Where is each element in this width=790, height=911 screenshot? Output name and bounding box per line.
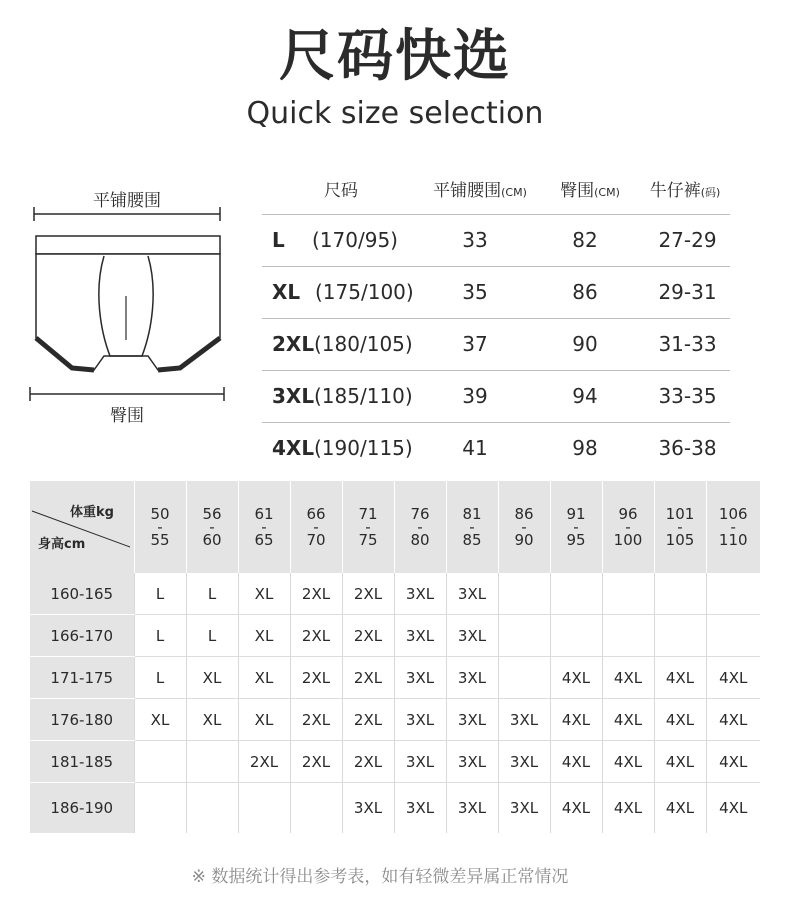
size-cell — [134, 783, 186, 834]
diagonal-divider — [30, 481, 134, 573]
size-name: 4XL — [272, 436, 315, 460]
size-cell — [550, 573, 602, 615]
weight-range: 50 - 55 — [134, 481, 186, 573]
hip-value: 94 — [572, 384, 598, 408]
size-cell: 4XL — [602, 699, 654, 741]
size-cell: L — [134, 615, 186, 657]
size-cell: 4XL — [550, 741, 602, 783]
weight-range: 96 - 100 — [602, 481, 654, 573]
weight-range: 101 - 105 — [654, 481, 706, 573]
height-range: 186-190 — [30, 783, 134, 834]
size-cell: 2XL — [290, 573, 342, 615]
size-spec: (190/115) — [314, 436, 413, 460]
weight-range: 61 - 65 — [238, 481, 290, 573]
hip-label: 臀围 — [110, 406, 144, 426]
height-range: 176-180 — [30, 699, 134, 741]
jeans-value: 27-29 — [658, 228, 717, 252]
height-range: 160-165 — [30, 573, 134, 615]
grid-row — [30, 741, 760, 783]
size-cell: XL — [238, 699, 290, 741]
size-name: 2XL — [272, 332, 315, 356]
grid-row — [30, 657, 760, 699]
size-spec: (185/110) — [314, 384, 413, 408]
hip-value: 82 — [572, 228, 598, 252]
size-cell: 3XL — [446, 657, 498, 699]
brief-diagram — [22, 180, 232, 430]
disclaimer-note: ※ 数据统计得出参考表，如有轻微差异属正常情况 — [191, 867, 569, 887]
jeans-value: 36-38 — [658, 436, 717, 460]
size-cell: XL — [238, 573, 290, 615]
size-cell: 3XL — [446, 573, 498, 615]
size-cell: 4XL — [654, 699, 706, 741]
size-cell: 4XL — [550, 657, 602, 699]
weight-range: 106 - 110 — [706, 481, 760, 573]
waist-value: 35 — [462, 280, 488, 304]
hip-value: 90 — [572, 332, 598, 356]
weight-range: 86 - 90 — [498, 481, 550, 573]
size-cell: 4XL — [602, 657, 654, 699]
size-table-body — [262, 214, 730, 474]
brief-illustration — [22, 180, 232, 430]
size-cell — [654, 615, 706, 657]
size-cell: 2XL — [342, 657, 394, 699]
size-cell: 3XL — [394, 657, 446, 699]
size-cell — [706, 615, 760, 657]
page-subtitle: Quick size selection — [246, 96, 544, 131]
size-table — [262, 160, 730, 474]
grid-row — [30, 783, 760, 834]
weight-range: 71 - 75 — [342, 481, 394, 573]
size-cell: 4XL — [706, 699, 760, 741]
height-range: 181-185 — [30, 741, 134, 783]
size-spec: (180/105) — [314, 332, 413, 356]
header-size: 尺码 — [324, 181, 358, 201]
height-axis-label: 身高cm — [38, 537, 86, 552]
size-cell: 3XL — [446, 741, 498, 783]
height-range: 171-175 — [30, 657, 134, 699]
weight-range: 91 - 95 — [550, 481, 602, 573]
size-cell: 2XL — [342, 615, 394, 657]
size-cell: 3XL — [342, 783, 394, 834]
size-cell: 2XL — [290, 741, 342, 783]
weight-range: 76 - 80 — [394, 481, 446, 573]
size-row — [262, 266, 730, 318]
size-cell: 4XL — [654, 657, 706, 699]
page-title: 尺码快选 — [279, 24, 511, 89]
header-jeans: 牛仔裤(码) — [649, 181, 721, 201]
jeans-value: 29-31 — [658, 280, 717, 304]
size-cell — [290, 783, 342, 834]
header-hip: 臀围(CM) — [560, 181, 620, 201]
size-cell: XL — [238, 615, 290, 657]
weight-range: 56 - 60 — [186, 481, 238, 573]
size-cell: L — [186, 573, 238, 615]
size-cell: 4XL — [706, 741, 760, 783]
size-cell: L — [134, 573, 186, 615]
size-cell — [602, 615, 654, 657]
size-cell — [654, 573, 706, 615]
size-cell: 3XL — [394, 699, 446, 741]
size-name: L — [272, 228, 285, 252]
size-cell — [134, 741, 186, 783]
size-cell — [706, 573, 760, 615]
weight-axis-label: 体重kg — [70, 505, 114, 520]
size-table-header — [262, 160, 730, 214]
height-range: 166-170 — [30, 615, 134, 657]
grid-corner — [30, 481, 134, 573]
jeans-value: 31-33 — [658, 332, 717, 356]
size-cell: 3XL — [446, 783, 498, 834]
size-cell: 3XL — [446, 615, 498, 657]
jeans-value: 33-35 — [658, 384, 717, 408]
waist-value: 39 — [462, 384, 488, 408]
size-cell: 4XL — [654, 783, 706, 834]
size-cell: 4XL — [550, 699, 602, 741]
size-cell: 4XL — [602, 741, 654, 783]
size-cell: 2XL — [342, 699, 394, 741]
hip-value: 86 — [572, 280, 598, 304]
size-cell: L — [134, 657, 186, 699]
size-cell: 2XL — [290, 657, 342, 699]
size-cell — [602, 573, 654, 615]
size-cell: 3XL — [446, 699, 498, 741]
size-cell: XL — [134, 699, 186, 741]
size-cell: XL — [186, 657, 238, 699]
size-grid — [30, 481, 760, 833]
size-cell: 3XL — [394, 615, 446, 657]
waist-value: 37 — [462, 332, 488, 356]
size-cell: 4XL — [706, 657, 760, 699]
size-cell — [186, 741, 238, 783]
size-cell: L — [186, 615, 238, 657]
size-cell — [498, 657, 550, 699]
size-cell: 3XL — [394, 783, 446, 834]
size-cell — [238, 783, 290, 834]
size-row — [262, 422, 730, 474]
size-cell: 3XL — [498, 699, 550, 741]
grid-row — [30, 615, 760, 657]
waist-value: 33 — [462, 228, 488, 252]
size-cell: 4XL — [602, 783, 654, 834]
size-cell: 2XL — [238, 741, 290, 783]
size-row — [262, 370, 730, 422]
size-cell: 3XL — [394, 741, 446, 783]
weight-range: 81 - 85 — [446, 481, 498, 573]
grid-header-row — [30, 481, 760, 573]
size-cell: 3XL — [394, 573, 446, 615]
size-cell: 2XL — [342, 573, 394, 615]
size-row — [262, 214, 730, 266]
size-cell: XL — [238, 657, 290, 699]
weight-range: 66 - 70 — [290, 481, 342, 573]
size-cell — [498, 573, 550, 615]
size-row — [262, 318, 730, 370]
waist-label: 平铺腰围 — [93, 191, 161, 211]
size-spec: (170/95) — [312, 228, 398, 252]
hip-value: 98 — [572, 436, 598, 460]
grid-row — [30, 573, 760, 615]
size-cell: 4XL — [654, 741, 706, 783]
header-waist: 平铺腰围(CM) — [433, 181, 527, 201]
waist-value: 41 — [462, 436, 488, 460]
grid-row — [30, 699, 760, 741]
size-spec: (175/100) — [315, 280, 414, 304]
size-cell — [550, 615, 602, 657]
size-cell: 3XL — [498, 783, 550, 834]
size-cell: XL — [186, 699, 238, 741]
size-cell — [186, 783, 238, 834]
size-cell: 4XL — [550, 783, 602, 834]
size-cell: 2XL — [342, 741, 394, 783]
size-cell — [498, 615, 550, 657]
size-name: XL — [272, 280, 301, 304]
size-cell: 2XL — [290, 699, 342, 741]
size-cell: 4XL — [706, 783, 760, 834]
size-cell: 3XL — [498, 741, 550, 783]
size-cell: 2XL — [290, 615, 342, 657]
size-name: 3XL — [272, 384, 315, 408]
